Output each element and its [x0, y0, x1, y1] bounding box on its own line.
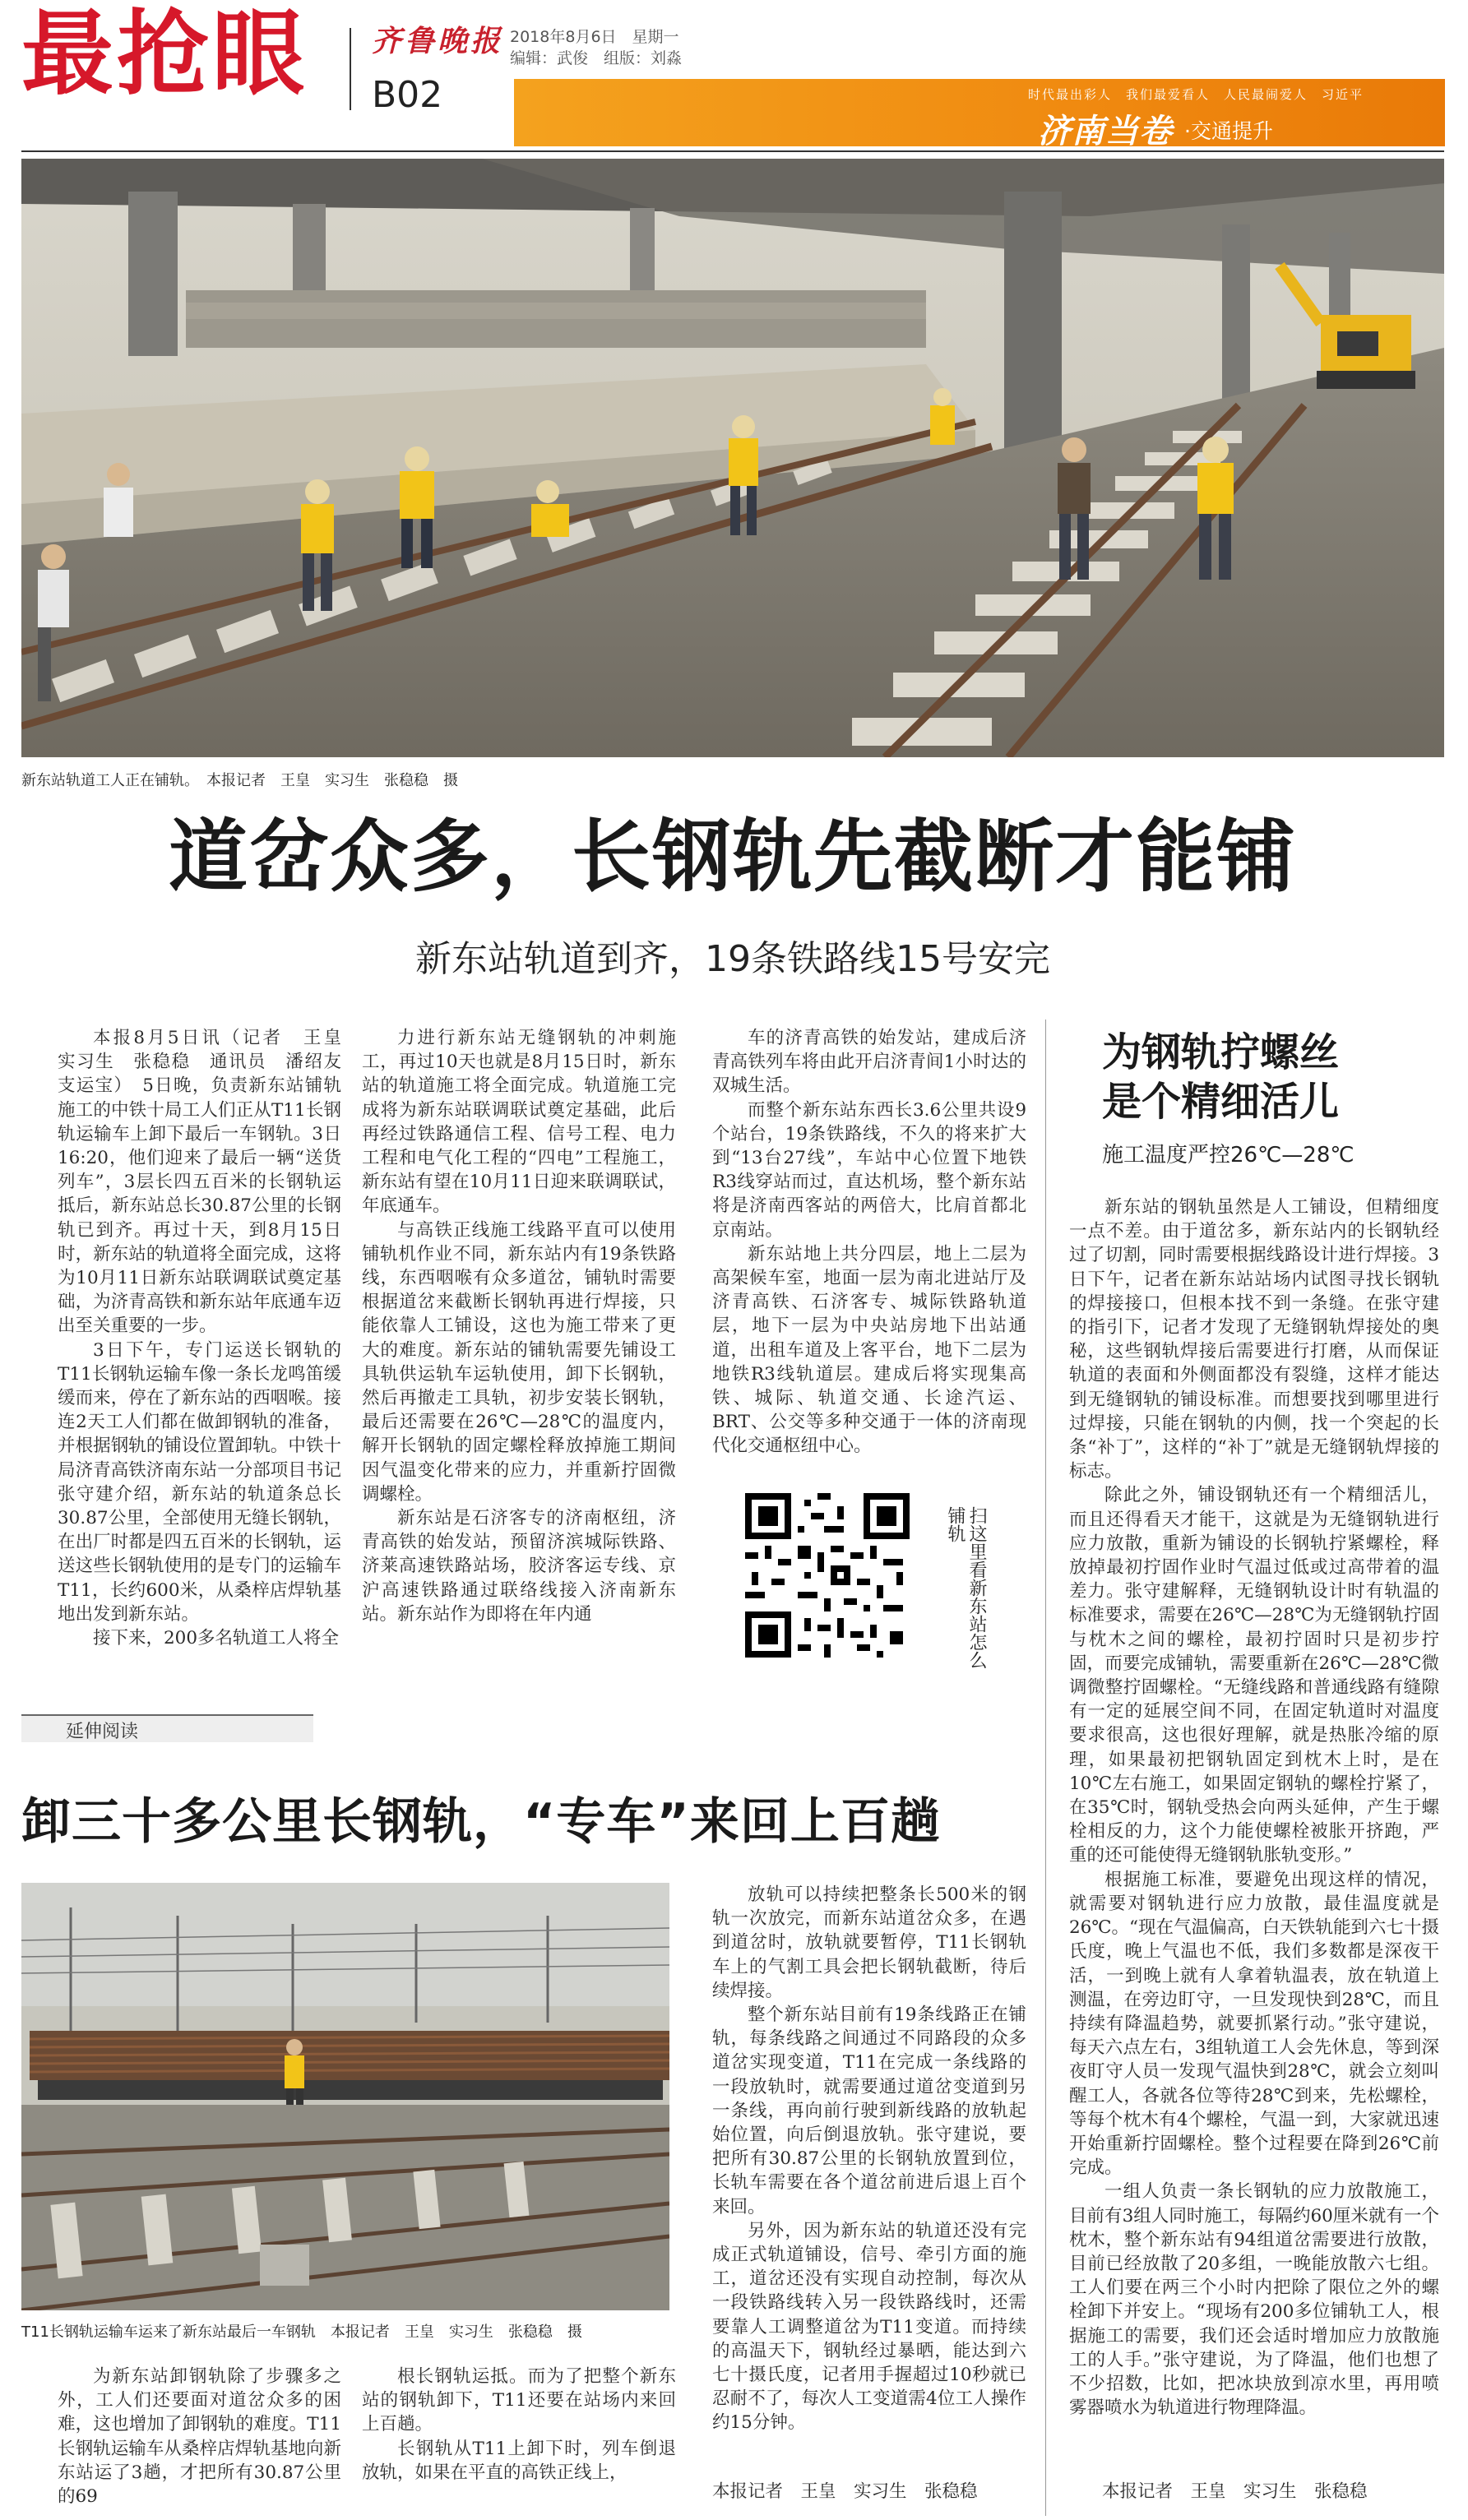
main-subheadline: 新东站轨道到齐，19条铁路线15号安完 [415, 938, 1050, 980]
banner-subtitle: ·交通提升 [1184, 119, 1273, 143]
article-paragraph: 3日下午，专门运送长钢轨的T11长钢轨运输车像一条长龙鸣笛缓缓而来，停在了新东站的西咽喉。接连2天工人们都在做卸钢轨的准备，并根据钢轨的铺设位置卸轨。中铁十局济青高铁济南东站一分部项目书记张守建介绍，新东站的轨道条总长30.87公里，全部使用无缝长钢轨，在出厂时都是四五百米的长钢轨，运送这些长钢轨使用的是专门的运输车T11，长约600米，从桑梓店焊轨基地出发到新东站。 [58, 1339, 341, 1625]
extended-credit: 本报记者 王皇 实习生 张稳稳 [712, 2481, 978, 2502]
photo-caption: T11长钢轨运输车运来了新东站最后一车钢轨 本报记者 王皇 实习生 张稳稳 摄 [21, 2323, 582, 2341]
main-headline: 道岔众多，长钢轨先截断才能铺 [169, 811, 1297, 903]
article-column-1 [58, 1026, 359, 1650]
sidebar-paragraph: 除此之外，铺设钢轨还有一个精细活儿，而且还得看天才能干，这就是为无缝钢轨进行应力放散，重新为铺设的长钢轨拧紧螺栓，释放掉最初拧固作业时气温过低或过高带着的温差力。张守建解释，无缝钢轨设计时有轨温的标准要求，需要在26℃—28℃为无缝钢轨拧固与枕木之间的螺栓，最初拧固时只是初步拧固，而要完成铺轨，需要重新在26℃—28℃微调微整拧固螺栓。“无缝线路和普通线路有缝隙有一定的延展空间不同，在固定轨道时对温度要求很高，这也很好理解，就是热胀冷缩的原理，如果最初把钢轨固定到枕木上时，是在10℃左右施工，如果固定钢轨的螺栓拧紧了，在35℃时，钢轨受热会向两头延伸，产生于螺栓相反的力，这个力能使螺栓被胀开挤跑，严重的还可能使得无缝钢轨胀轨变形。” [1069, 1485, 1439, 1866]
article-paragraph: 本报8月5日讯（记者 王皇 实习生 张稳稳 通讯员 潘绍友 支运宝） 5日晚，负责新东站铺轨施工的中铁十局工人们正从T11长钢轨运输车上卸下最后一车钢轨。3日16:20，他们迎来了最后一辆“送货列车”，3层长四五百米的长钢轨运抵后，新东站总长30.87公里的长钢轨已到齐。再过十天，到8月15日时，新东站的轨道将全面完成，这将为10月11日新东站联调联试奠定基础，为济青高铁和新东站年底通车迈出至关重要的一步。 [58, 1028, 359, 1337]
article-column-2 [362, 1026, 676, 1626]
article-paragraph: 力进行新东站无缝钢轨的冲刺施工，再过10天也就是8月15日时，新东站的轨道施工将全面完成。轨道施工完成将为新东站联调联试奠定基础，此后再经过铁路通信工程、信号工程、电力工程和电气化工程的“四电”工程施工，新东站有望在10月11日迎来联调联试，年底通车。 [362, 1028, 676, 1217]
secondary-headline: 卸三十多公里长钢轨，“专车”来回上百趟 [21, 1793, 941, 1851]
article-paragraph: 而整个新东站东西长3.6公里共设9个站台，19条铁路线，不久的将来扩大到“13台27线”，车站中心位置下地铁R3线穿站而过，直达机场，整个新东站将是济南西客站的两倍大，比肩首都北京南站。 [712, 1099, 1026, 1241]
page-code: B02 [372, 74, 443, 116]
sidebar-subtitle: 施工温度严控26℃—28℃ [1102, 1143, 1355, 1168]
article-paragraph: 根长钢轨运抵。而为了把整个新东站的钢轨卸下，T11还要在站场内来回上百趟。 [362, 2366, 676, 2435]
editor-line: 编辑：武俊 组版：刘淼 [510, 49, 683, 67]
article-paragraph: 新东站地上共分四层，地上二层为高架候车室，地面一层为南北进站厅及济青高铁、石济客专、城际铁路轨道层，地下一层为中央站房地下出站通道，出租车道及上客平台，地下二层为地铁R3线轨道层。建成后将实现集高铁、城际、轨道交通、长途汽运、BRT、公交等多种交通于一体的济南现代化交通枢纽中心。 [712, 1243, 1026, 1457]
sidebar-paragraph: 新东站的钢轨虽然是人工铺设，但精细度一点不差。由于道岔多，新东站内的长钢轨经过了切割，同时需要根据线路设计进行焊接。3日下午，记者在新东站站场内试图寻找长钢轨的焊接接口，但根本找不到一条缝。在张守建的指引下，记者才发现了无缝钢轨焊接处的奥秘，这些钢轨焊接后需要进行打磨，从而保证轨道的表面和外侧面都没有裂缝，这样才能达到无缝钢轨的铺设标准。而想要找到哪里进行过焊接，只能在钢轨的内侧，找一个突起的长条“补丁”，这样的“补丁”就是无缝钢轨焊接的标志。 [1069, 1197, 1439, 1482]
article-column-3 [712, 1026, 1026, 1459]
qr-code[interactable] [745, 1493, 910, 1658]
sidebar-title-line: 为钢轨拧螺丝 [1102, 1029, 1340, 1075]
article-paragraph: 放轨可以持续把整条长500米的钢轨一次放完，而新东站道岔众多，在遇到道岔时，放轨就要暂停，T11长钢轨车上的气割工具会把长钢轨截断，待后续焊接。 [712, 1884, 1026, 2001]
qr-caption: 扫这里看新东站怎么铺轨 [945, 1506, 987, 1669]
article-paragraph: 整个新东站目前有19条线路正在铺轨，每条线路之间通过不同路段的众多道岔实现变道，T11在完成一条线路的一段放轨时，就需要通过道岔变道到另一条线，再向前行驶到新线路的放轨起始位置，向后倒退放轨。张守建说，要把所有30.87公里的长钢轨放置到位，长轨车需要在各个道岔前进后退上百个来回。 [712, 2004, 1026, 2217]
article-paragraph: 新东站是石济客专的济南枢纽，济青高铁的始发站，预留济滨城际铁路、济莱高速铁路站场，胶济客运专线、京沪高速铁路通过联络线接入济南新东站。新东站作为即将在年内通 [362, 1508, 676, 1625]
sidebar-column [1069, 1195, 1439, 2420]
extended-reading-label: 延伸阅读 [66, 1722, 139, 1742]
column-divider [1045, 1020, 1046, 2516]
rail-transport-car-photo [21, 1883, 669, 2310]
extended-column-2 [362, 2365, 676, 2485]
extended-column-1 [58, 2365, 341, 2508]
paper-logo: 齐鲁晚报 [372, 24, 504, 58]
sidebar-title [1102, 1028, 1339, 1126]
article-paragraph: 长钢轨从T11上卸下时，列车倒退放轨，如果在平直的高铁正线上， [362, 2438, 676, 2483]
sidebar-paragraph: 根据施工标准，要避免出现这样的情况，就需要对钢轨进行应力放散，最佳温度就是26℃。“现在气温偏高，白天铁轨能到六七十摄氏度，晚上气温也不低，我们多数都是深夜干活，一到晚上就有人拿着轨温表，放在轨道上测温，在旁边盯守，一旦发现快到28℃，而且持续有降温趋势，就要抓紧行动。”张守建说，每天六点左右，3组轨道工人会先休息，等到深夜盯守人员一发现气温快到28℃，就会立刻叫醒工人，各就各位等待28℃到来，先松螺栓，等每个枕木有4个螺栓，气温一到，大家就迅速开始重新拧固螺栓。整个过程要在降到26℃前完成。 [1069, 1869, 1439, 2179]
article-paragraph: 接下来，200多名轨道工人将全 [93, 1628, 340, 1649]
article-paragraph: 另外，因为新东站的轨道还没有完成正式轨道铺设，信号、牵引方面的施工，道岔还没有实现自动控制，每次从一段铁路线转入另一段铁路线时，还需要靠人工调整道岔为T11变道。而持续的高温天下，钢轨经过暴晒，能达到六七十摄氏度，记者用手握超过10秒就已忍耐不了，每次人工变道需4位工人操作约15分钟。 [712, 2220, 1026, 2434]
track-workers-photo [21, 159, 1444, 757]
masthead-divider [350, 28, 351, 110]
article-paragraph: 为新东站卸钢轨除了步骤多之外，工人们还要面对道岔众多的困难，这也增加了卸钢轨的难度。T11长钢轨运输车从桑梓店焊轨基地向新东站运了3趟，才把所有30.87公里的69 [58, 2366, 341, 2508]
date-line: 2018年8月6日 星期一 [510, 28, 679, 46]
banner-name: 济南当卷 [1038, 113, 1173, 150]
sidebar-credit: 本报记者 王皇 实习生 张稳稳 [1102, 2481, 1368, 2502]
extended-column-3 [712, 1883, 1026, 2435]
section-title: 最抢眼 [21, 1, 308, 108]
article-paragraph: 车的济青高铁的始发站，建成后济青高铁列车将由此开启济青间1小时达的双城生活。 [712, 1028, 1026, 1097]
sidebar-paragraph: 一组人负责一条长钢轨的应力放散施工，目前有3组人同时施工，每隔约60厘米就有一个枕木，整个新东站有94组道岔需要进行放散，目前已经放散了20多组，一晚能放散六七组。工人们要在两三个小时内把除了限位之外的螺栓卸下并安上。“现场有200多位铺轨工人，根据施工的需要，我们还会适时增加应力放散施工的人手。”张守建说，为了降温，他们也想了不少招数，比如，把冰块放到凉水里，再用喷雾器喷水为轨道进行物理降温。 [1069, 2181, 1439, 2419]
banner-slogan: 时代最出彩人 我们最爱看人 人民最闹爱人 习近平 [1028, 87, 1364, 102]
photo-caption: 新东站轨道工人正在铺轨。 本报记者 王皇 实习生 张稳稳 摄 [21, 772, 458, 789]
article-paragraph: 与高铁正线施工线路平直可以使用铺轨机作业不同，新东站内有19条铁路线，东西咽喉有众多道岔，铺轨时需要根据道岔来截断长钢轨再进行焊接，只能依靠人工铺设，这也为施工带来了更大的难度。新东站的铺轨需要先铺设工具轨供运轨车运轨使用，卸下长钢轨，然后再撤走工具轨，初步安装长钢轨，最后还需要在26℃—28℃的温度内，解开长钢轨的固定螺栓释放掉施工期间因气温变化带来的应力，并重新拧固微调螺栓。 [362, 1219, 676, 1505]
sidebar-title-line: 是个精细活儿 [1102, 1079, 1340, 1125]
top-rule [21, 150, 1444, 152]
